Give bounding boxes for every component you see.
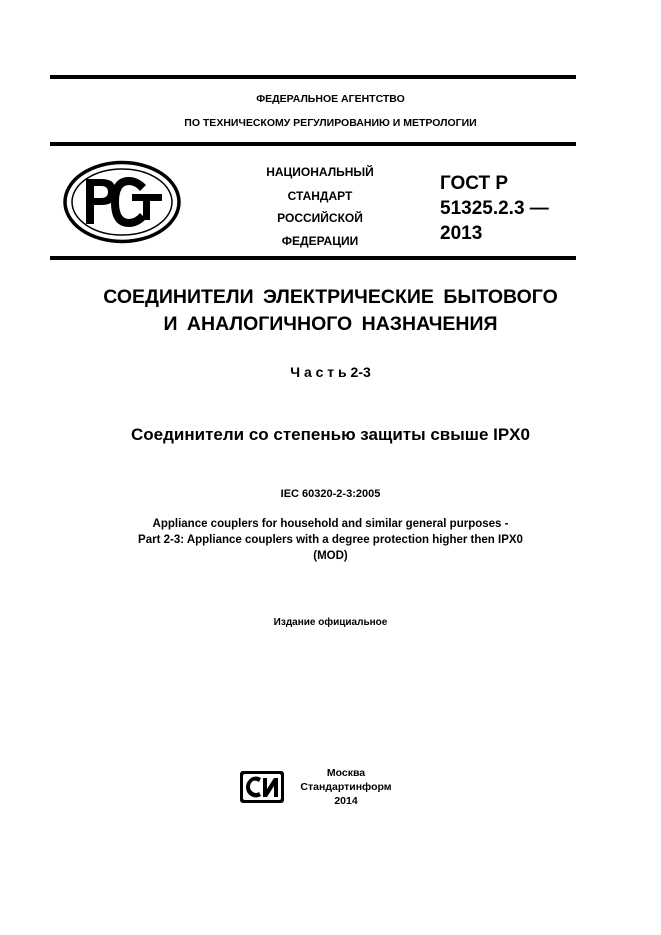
title-line-1: СОЕДИНИТЕЛИ ЭЛЕКТРИЧЕСКИЕ БЫТОВОГО (103, 286, 558, 308)
agency-line-1: ФЕДЕРАЛЬНОЕ АГЕНТСТВО (256, 93, 405, 105)
gost-line-3: 2013 (440, 223, 483, 244)
standard-type-line-3: РОССИЙСКОЙ (277, 211, 363, 225)
top-rule (50, 75, 576, 79)
gost-line-1: ГОСТ Р (440, 173, 509, 194)
gost-line-2: 51325.2.3 — (440, 198, 549, 219)
rst-logo (62, 160, 182, 244)
standartinform-logo-icon (239, 770, 285, 804)
standard-type-line-2: СТАНДАРТ (287, 189, 353, 203)
edition-label: Издание официальное (273, 617, 388, 628)
publisher-name: Стандартинформ (300, 781, 392, 793)
designation-rule (50, 256, 576, 260)
header-rule (50, 142, 576, 146)
agency-line-2: ПО ТЕХНИЧЕСКОМУ РЕГУЛИРОВАНИЮ И МЕТРОЛОГИИ (184, 117, 477, 129)
subtitle: Соединители со степенью защиты свыше IPX0 (131, 425, 530, 444)
iec-reference: IEC 60320-2-3:2005 (280, 488, 381, 500)
publisher-city: Москва (326, 767, 366, 779)
part-label: Ч а с т ь 2-3 (290, 364, 371, 380)
standard-type-line-4: ФЕДЕРАЦИИ (281, 234, 359, 248)
english-title-line-3: (MOD) (313, 550, 348, 562)
publisher-year: 2014 (334, 795, 358, 807)
standard-type-line-1: НАЦИОНАЛЬНЫЙ (266, 165, 374, 179)
rst-certification-mark-icon (62, 160, 182, 244)
title-line-2: И АНАЛОГИЧНОГО НАЗНАЧЕНИЯ (163, 313, 498, 335)
english-title-line-1: Appliance couplers for household and similar general purposes - (152, 518, 509, 530)
publisher-logo (239, 770, 285, 804)
english-title-line-2: Part 2-3: Appliance couplers with a degree protection higher then IPX0 (138, 534, 523, 546)
